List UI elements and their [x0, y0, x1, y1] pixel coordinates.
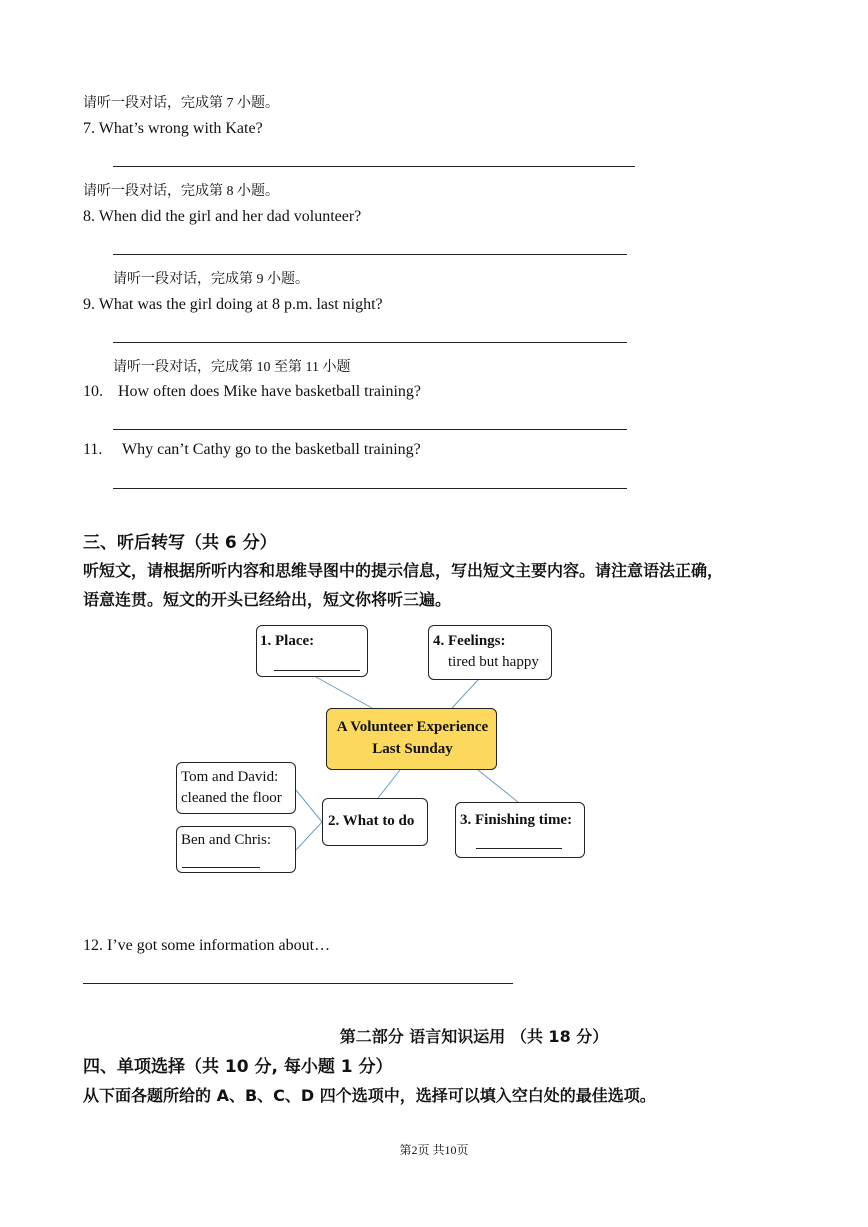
section-4-title: 四、单项选择（共 10 分, 每小题 1 分） [83, 1057, 393, 1077]
instruction-q10-11: 请听一段对话，完成第 10 至第 11 小题 [113, 360, 351, 375]
feelings-label: 4. Feelings: [433, 633, 506, 649]
question-8: 8. When did the girl and her dad volunteer? [83, 208, 362, 225]
ben-chris-box [176, 826, 296, 873]
connector-tom [296, 790, 322, 822]
place-label: 1. Place: [260, 633, 315, 649]
center-topic-box [326, 708, 497, 770]
instruction-q8: 请听一段对话，完成第 8 小题。 [83, 184, 279, 199]
finishing-time-blank[interactable] [476, 848, 562, 849]
connector-finishing-time [478, 770, 518, 802]
section-3-instruction-line2: 语意连贯。短文的开头已经给出，短文你将听三遍。 [83, 590, 452, 609]
feelings-answer: tired but happy [448, 654, 539, 670]
part-2-title: 第二部分 语言知识运用 （共 18 分） [339, 1027, 609, 1046]
tom-david-line2: cleaned the floor [181, 790, 282, 806]
connector-what-to-do [378, 770, 400, 798]
question-9: 9. What was the girl doing at 8 p.m. last night? [83, 296, 383, 313]
center-topic-line1: A Volunteer Experience [336, 719, 489, 735]
question-12: 12. I’ve got some information about… [83, 937, 331, 954]
place-box [256, 625, 368, 677]
question-11: Why can’t Cathy go to the basketball training? [122, 441, 421, 458]
section-3-instruction-line1: 听短文，请根据所听内容和思维导图中的提示信息，写出短文主要内容。请注意语法正确， [83, 561, 724, 580]
tom-david-box [176, 762, 296, 814]
question-10: How often does Mike have basketball training? [118, 383, 422, 400]
instruction-q9: 请听一段对话，完成第 9 小题。 [113, 272, 309, 287]
center-topic-line2: Last Sunday [372, 741, 453, 757]
question-11-number: 11. [83, 441, 103, 458]
ben-chris-label: Ben and Chris: [181, 832, 271, 848]
feelings-box [428, 625, 552, 680]
tom-david-line1: Tom and David: [181, 769, 279, 785]
what-to-do-label: 2. What to do [328, 813, 415, 829]
instruction-q7: 请听一段对话，完成第 7 小题。 [83, 96, 279, 111]
page-footer: 第2页 共10页 [399, 1143, 469, 1157]
finishing-time-box [455, 802, 585, 858]
connector-feelings [452, 680, 478, 708]
question-10-number: 10. [83, 383, 103, 400]
what-to-do-box [322, 798, 428, 846]
section-3-title: 三、听后转写（共 6 分） [83, 533, 277, 553]
ben-chris-blank[interactable] [182, 867, 260, 868]
connector-place [316, 677, 372, 708]
place-blank[interactable] [274, 670, 360, 671]
connector-ben [296, 822, 322, 850]
section-4-instruction: 从下面各题所给的 A、B、C、D 四个选项中，选择可以填入空白处的最佳选项。 [83, 1086, 656, 1105]
finishing-time-label: 3. Finishing time: [460, 812, 573, 828]
answer-line-12[interactable] [83, 983, 513, 984]
question-7: 7. What’s wrong with Kate? [83, 120, 263, 137]
